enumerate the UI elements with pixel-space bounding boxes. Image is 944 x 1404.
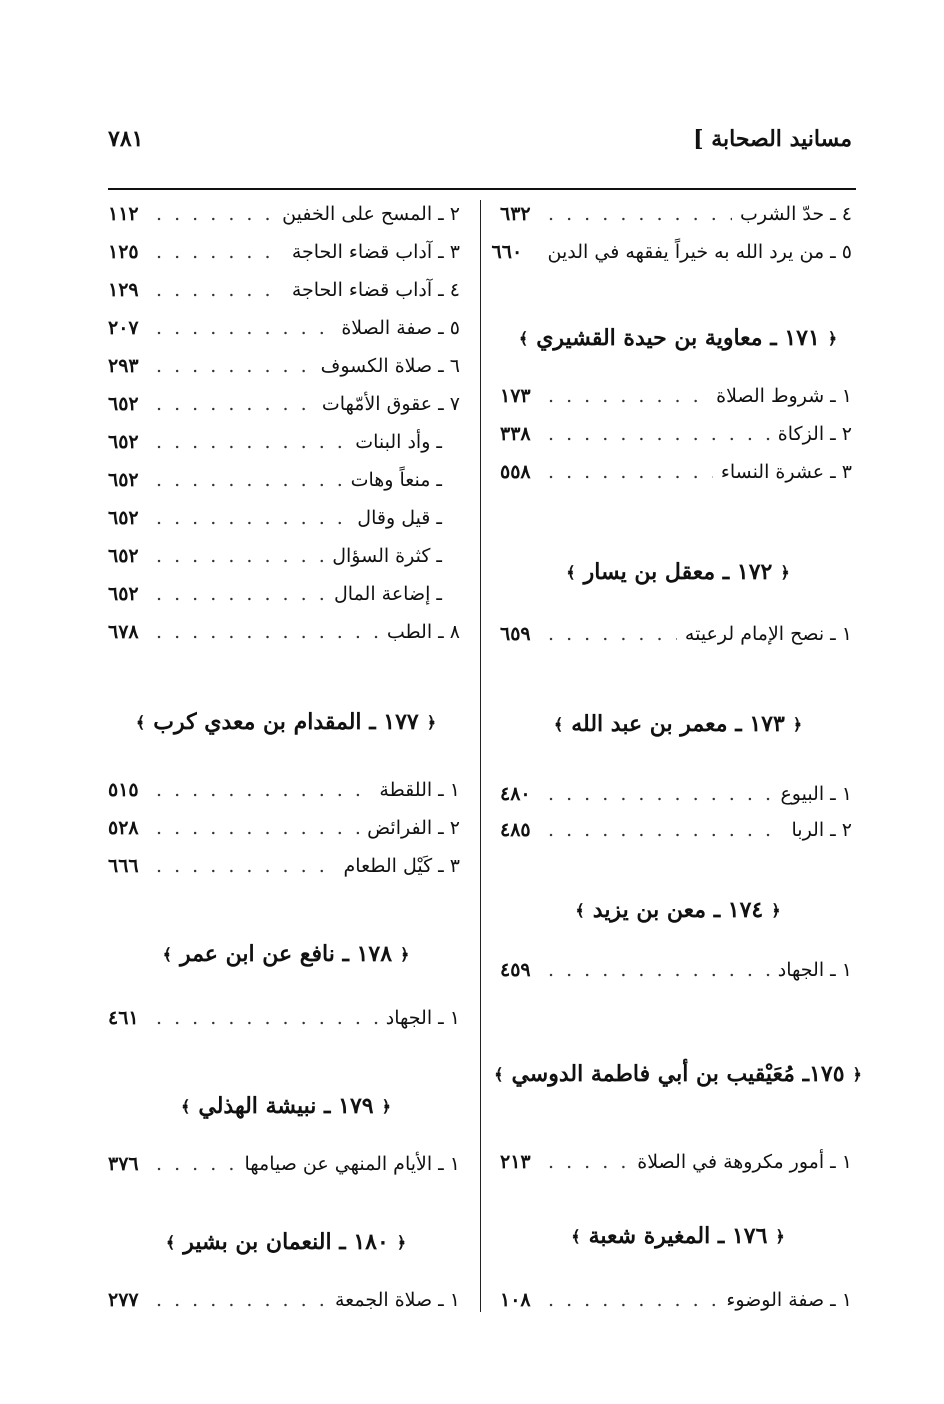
- toc-entry: ٦ ـ صلاة الكسوف . . . ٢٩٣: [108, 348, 464, 384]
- section-heading-178: ﴿ ١٧٨ ـ نافع عن ابن عمر ﴾: [162, 941, 410, 967]
- toc-entry: ٣ ـ آداب قضاء الحاجة . . . ١٢٥: [108, 234, 464, 270]
- section-heading-179: ﴿ ١٧٩ ـ نبيشة الهذلي ﴾: [181, 1093, 391, 1119]
- toc-entry: ١ ـ الجهاد . . . ٤٦١: [108, 1000, 464, 1036]
- toc-entry: ١ ـ صفة الوضوء . . . ١٠٨: [500, 1282, 856, 1318]
- running-title: مسانيد الصحابة ]: [693, 126, 852, 152]
- section-heading-177: ﴿ ١٧٧ ـ المقدام بن معدي كرب ﴾: [135, 709, 437, 735]
- section-heading-174: ﴿ ١٧٤ ـ معن بن يزيد ﴾: [575, 897, 781, 923]
- toc-entry: ٣ ـ كَيْل الطعام . . . ٦٦٦: [108, 848, 464, 884]
- section-heading-175: ﴿ ١٧٥ـ مُعَيْقيب بن أبي فاطمة الدوسي ﴾: [494, 1061, 862, 1087]
- toc-subentry: ـ وأد البنات . . . ٦٥٢: [108, 424, 464, 460]
- entry-title: ٤ ـ حدّ الشرب: [739, 203, 852, 225]
- toc-entry: ٥ ـ صفة الصلاة . . . ٢٠٧: [108, 310, 464, 346]
- toc-entry: ١ ـ اللقطة . . . ٥١٥: [108, 772, 464, 808]
- entry-page: ٦٣٢: [500, 203, 531, 225]
- entry-title: ٥ ـ من يرد الله به خيراً يفقهه في الدين: [547, 241, 852, 263]
- toc-entry: ٢ ـ الربا . . . ٤٨٥: [500, 812, 856, 848]
- section-heading-180: ﴿ ١٨٠ ـ النعمان بن بشير ﴾: [165, 1229, 407, 1255]
- toc-entry: [500, 196, 856, 232]
- header-rule: [108, 188, 856, 190]
- toc-entry: ١ ـ شروط الصلاة . . . ١٧٣: [500, 378, 856, 414]
- toc-entry: ٢ ـ الفرائض . . . ٥٢٨: [108, 810, 464, 846]
- column-divider: [480, 200, 481, 1312]
- toc-entry: ٤ ـ آداب قضاء الحاجة . . . ١٢٩: [108, 272, 464, 308]
- toc-entry: ١ ـ أمور مكروهة في الصلاة . . . ٢١٣: [500, 1144, 856, 1180]
- ornament-open: ﴿: [827, 328, 838, 348]
- toc-entry: ٣ ـ عشرة النساء . . . ٥٥٨: [500, 454, 856, 490]
- toc-entry: ٨ ـ الطب . . . ٦٧٨: [108, 614, 464, 650]
- toc-entry: ٧ ـ عقوق الأمّهات . . . ٦٥٢: [108, 386, 464, 422]
- toc-subentry: ـ قيل وقال . . . ٦٥٢: [108, 500, 464, 536]
- toc-entry: ١ ـ صلاة الجمعة . . . ٢٧٧: [108, 1282, 464, 1318]
- section-heading-172: ﴿ ١٧٢ ـ معقل بن يسار ﴾: [566, 559, 790, 585]
- entry-page: ٦٦٠: [491, 241, 523, 263]
- toc-entry: ٢ ـ الزكاة . . . ٣٣٨: [500, 416, 856, 452]
- section-heading-173: ﴿ ١٧٣ ـ معمر بن عبد الله ﴾: [553, 711, 803, 737]
- page-header: [108, 126, 852, 166]
- section-heading-171: ﴿ ١٧١ ـ معاوية بن حيدة القشيري ﴾: [518, 325, 838, 351]
- toc-entry: ١ ـ البيوع . . . ٤٨٠: [500, 776, 856, 812]
- toc-subentry: ـ كثرة السؤال . . . ٦٥٢: [108, 538, 464, 574]
- toc-entry: ١ ـ نصح الإمام لرعيته . . . ٦٥٩: [500, 616, 856, 652]
- toc-subentry: ـ منعاً وهات . . . ٦٥٢: [108, 462, 464, 498]
- toc-entry: [491, 234, 856, 270]
- toc-entry: ٢ ـ المسح على الخفين . . . ١١٢: [108, 196, 464, 232]
- toc-entry: ١ ـ الأيام المنهي عن صيامها . . . ٣٧٦: [108, 1146, 464, 1182]
- section-heading-176: ﴿ ١٧٦ ـ المغيرة شعبة ﴾: [571, 1223, 785, 1249]
- toc-subentry: ـ إضاعة المال . . . ٦٥٢: [108, 576, 464, 612]
- page-number: ٧٨١: [108, 126, 144, 152]
- ornament-close: ﴾: [518, 328, 529, 348]
- toc-entry: ١ ـ الجهاد . . . ٤٥٩: [500, 952, 856, 988]
